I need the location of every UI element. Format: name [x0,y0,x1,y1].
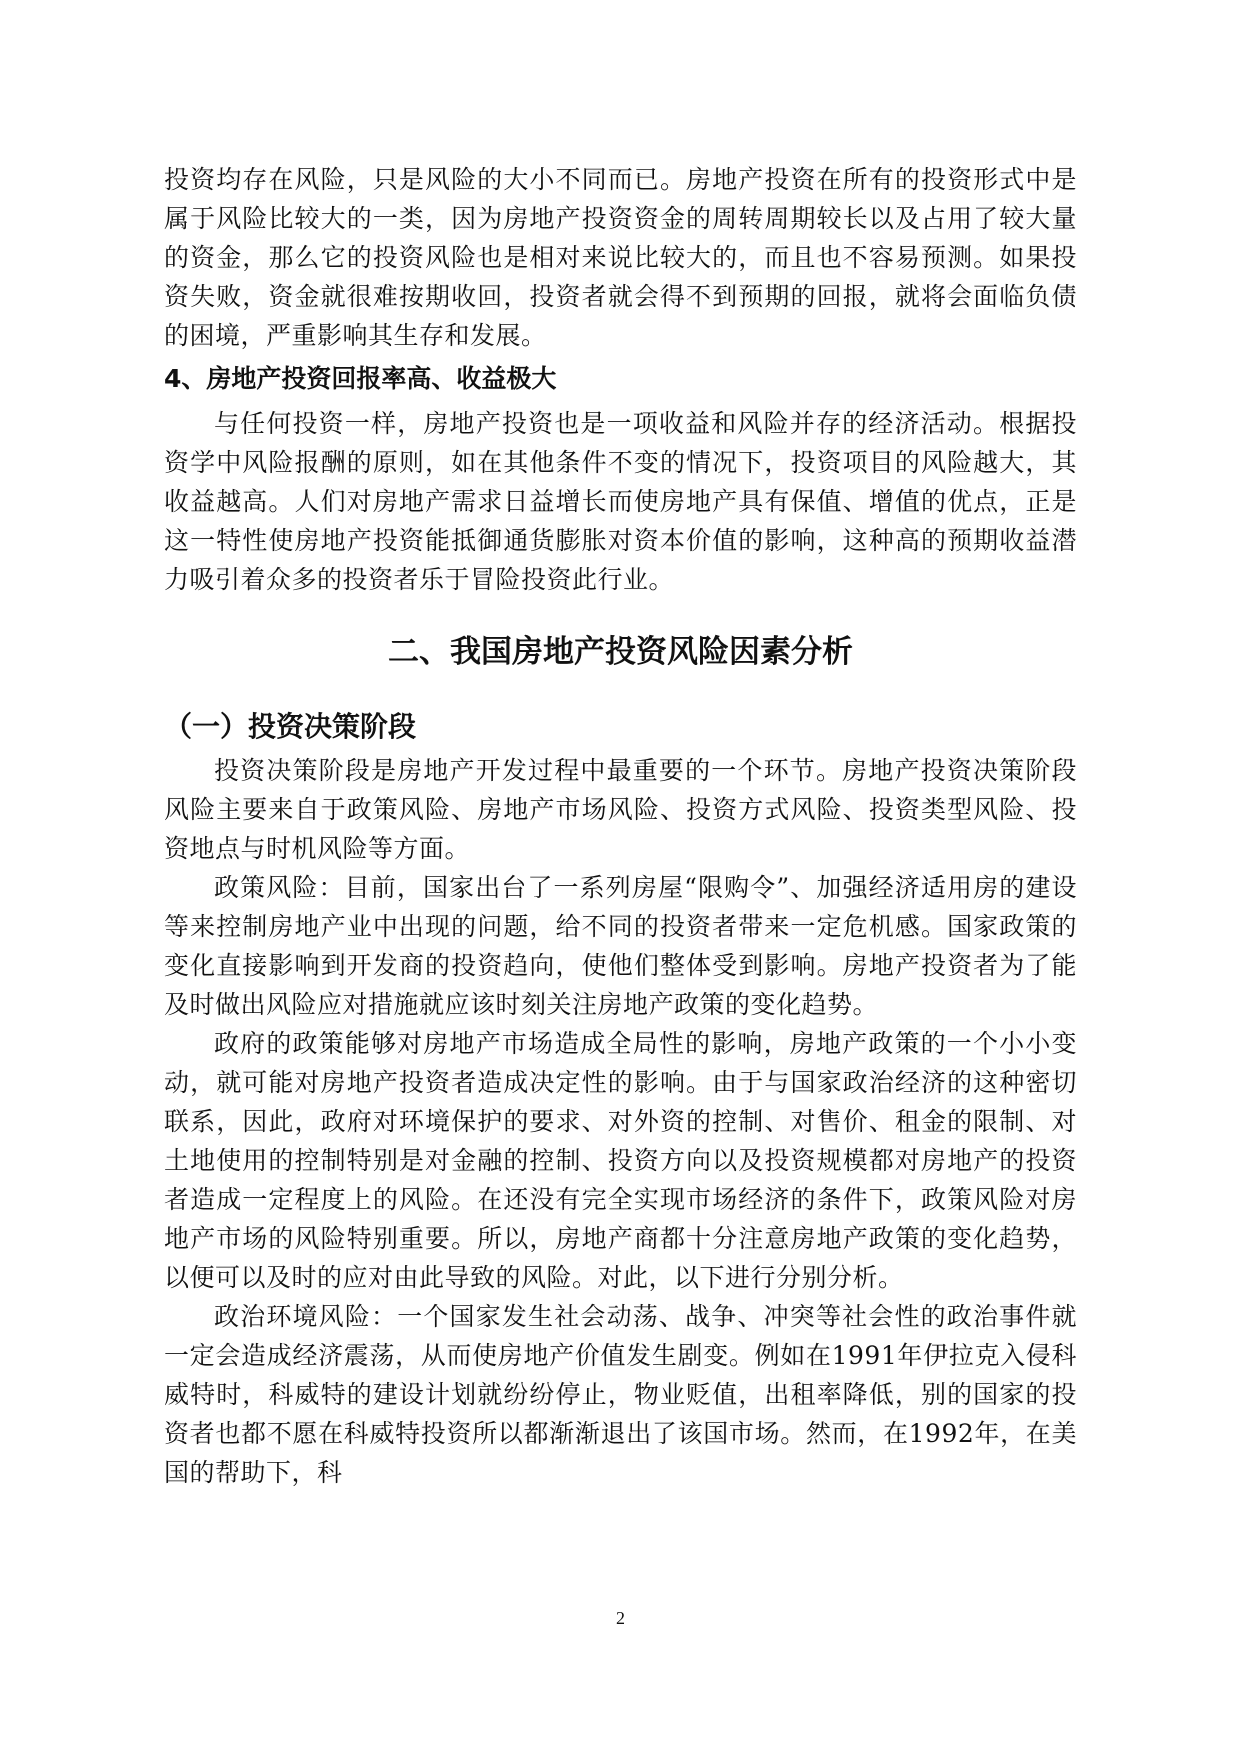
paragraph: 投资均存在风险，只是风险的大小不同而已。房地产投资在所有的投资形式中是属于风险比较大的一类，因为房地产投资资金的周转周期较长以及占用了较大量的资金，那么它的投资风险也是相对来说比较大的，而且也不容易预测。如果投资失败，资金就很难按期收回，投资者就会得不到预期的回报，就将会面临负债的困境，严重影响其生存和发展。 [164,165,1077,350]
section-title: （一）投资决策阶段 [164,710,417,743]
paragraph: 政策风险：目前，国家出台了一系列房屋“限购令”、加强经济适用房的建设等来控制房地产业中出现的问题，给不同的投资者带来一定危机感。国家政策的变化直接影响到开发商的投资趋向，使他们整体受到影响。房地产投资者为了能及时做出风险应对措施就应该时刻关注房地产政策的变化趋势。 [164,873,1077,1019]
document-body [164,160,1077,1492]
paragraph: 政府的政策能够对房地产市场造成全局性的影响，房地产政策的一个小小变动，就可能对房地产投资者造成决定性的影响。由于与国家政治经济的这种密切联系，因此，政府对环境保护的要求、对外资的控制、对售价、租金的限制、对土地使用的控制特别是对金融的控制、投资方向以及投资规模都对房地产的投资者造成一定程度上的风险。在还没有完全实现市场经济的条件下，政策风险对房地产市场的风险特别重要。所以，房地产商都十分注意房地产政策的变化趋势，以便可以及时的应对由此导致的风险。对此，以下进行分别分析。 [164,1029,1077,1292]
subheading: 4、房地产投资回报率高、收益极大 [164,364,557,393]
paragraph: 与任何投资一样，房地产投资也是一项收益和风险并存的经济活动。根据投资学中风险报酬的原则，如在其他条件不变的情况下，投资项目的风险越大，其收益越高。人们对房地产需求日益增长而使房地产具有保值、增值的优点，正是这一特性使房地产投资能抵御通货膨胀对资本价值的影响，这种高的预期收益潜力吸引着众多的投资者乐于冒险投资此行业。 [164,409,1077,594]
page-number: 2 [616,1608,625,1628]
paragraph: 投资决策阶段是房地产开发过程中最重要的一个环节。房地产投资决策阶段风险主要来自于政策风险、房地产市场风险、投资方式风险、投资类型风险、投资地点与时机风险等方面。 [164,756,1077,863]
chapter-title: 二、我国房地产投资风险因素分析 [388,634,853,670]
paragraph: 政治环境风险：一个国家发生社会动荡、战争、冲突等社会性的政治事件就一定会造成经济震荡，从而使房地产价值发生剧变。例如在1991年伊拉克入侵科威特时，科威特的建设计划就纷纷停止，物业贬值，出租率降低，别的国家的投资者也都不愿在科威特投资所以都渐渐退出了该国市场。然而，在1992年，在美国的帮助下，科 [164,1302,1077,1487]
